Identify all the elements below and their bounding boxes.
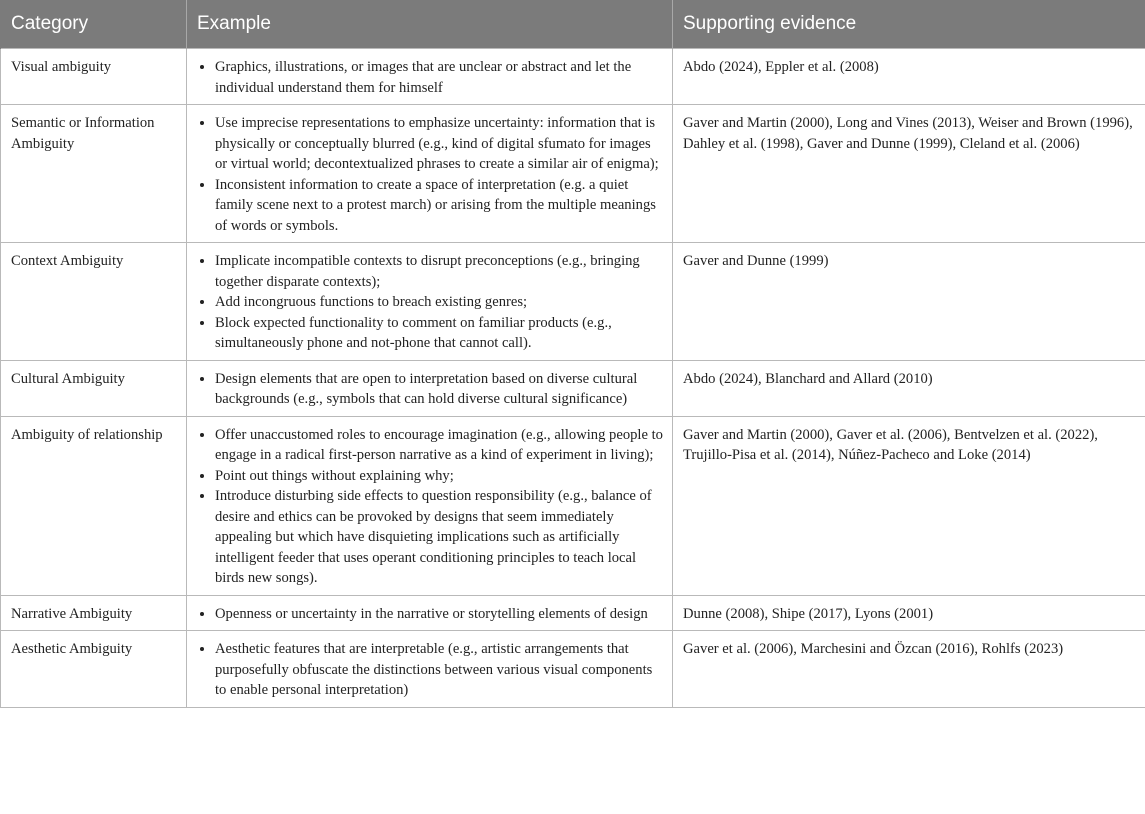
evidence-cell: Gaver and Martin (2000), Long and Vines (2013), Weiser and Brown (1996), Dahley et al. (1998), Gaver and Dunne (1999), Cleland et al. (2006) — [673, 105, 1145, 243]
header-row — [1, 0, 1145, 49]
example-item: • Aesthetic features that are interpretable (e.g., artistic arrangements that purposefully obfuscate the distinctions between various visual components to enable personal interpretation) — [215, 639, 663, 701]
header-supporting-evidence: Supporting evidence — [673, 0, 1145, 49]
category-cell: Narrative Ambiguity — [1, 595, 187, 631]
category-cell: Ambiguity of relationship — [1, 416, 187, 595]
evidence-cell: Dunne (2008), Shipe (2017), Lyons (2001) — [673, 595, 1145, 631]
table-row — [1, 595, 1145, 631]
category-cell: Aesthetic Ambiguity — [1, 631, 187, 708]
example-item: • Graphics, illustrations, or images that are unclear or abstract and let the individual understand them for himself — [215, 57, 663, 98]
table-row — [1, 105, 1145, 243]
header-example: Example — [187, 0, 673, 49]
example-cell — [187, 243, 673, 361]
header-category: Category — [1, 0, 187, 49]
category-cell: Semantic or Information Ambiguity — [1, 105, 187, 243]
example-cell — [187, 360, 673, 416]
table-row — [1, 416, 1145, 595]
example-item: • Inconsistent information to create a space of interpretation (e.g. a quiet family scene next to a protest march) or arising from the multiple meanings of words or symbols. — [215, 175, 663, 237]
example-item: • Introduce disturbing side effects to question responsibility (e.g., balance of desire and ethics can be provoked by designs that seem immediately appealing but which have disquieting implications such as artificially intelligent feeder that uses operant conditioning principles to teach local birds new songs). — [215, 486, 663, 589]
example-cell — [187, 105, 673, 243]
table-header — [1, 0, 1145, 49]
example-item: • Offer unaccustomed roles to encourage imagination (e.g., allowing people to engage in a radical first-person narrative as a kind of experiment in living); — [215, 425, 663, 466]
table-row — [1, 360, 1145, 416]
evidence-cell: Gaver and Dunne (1999) — [673, 243, 1145, 361]
example-item: • Openness or uncertainty in the narrative or storytelling elements of design — [215, 604, 663, 625]
category-cell: Context Ambiguity — [1, 243, 187, 361]
example-item: • Implicate incompatible contexts to disrupt preconceptions (e.g., bringing together disparate contexts); — [215, 251, 663, 292]
example-item: • Add incongruous functions to breach existing genres; — [215, 292, 663, 313]
example-cell — [187, 49, 673, 105]
evidence-cell: Gaver and Martin (2000), Gaver et al. (2006), Bentvelzen et al. (2022), Trujillo-Pisa et al. (2014), Núñez-Pacheco and Loke (2014) — [673, 416, 1145, 595]
evidence-cell: Gaver et al. (2006), Marchesini and Özcan (2016), Rohlfs (2023) — [673, 631, 1145, 708]
table-body — [1, 49, 1145, 708]
example-item: • Point out things without explaining why; — [215, 466, 663, 487]
category-cell: Visual ambiguity — [1, 49, 187, 105]
table-row — [1, 631, 1145, 708]
evidence-cell: Abdo (2024), Blanchard and Allard (2010) — [673, 360, 1145, 416]
example-item: • Block expected functionality to comment on familiar products (e.g., simultaneously phone and not-phone that cannot call). — [215, 313, 663, 354]
table-row — [1, 243, 1145, 361]
example-item: • Use imprecise representations to emphasize uncertainty: information that is physically or conceptually blurred (e.g., kind of digital sfumato for images or virtual world; decontextualized phrases to create a similar air of enigma); — [215, 113, 663, 175]
example-cell — [187, 631, 673, 708]
table-row — [1, 49, 1145, 105]
example-cell — [187, 416, 673, 595]
example-item: • Design elements that are open to interpretation based on diverse cultural backgrounds (e.g., symbols that can hold diverse cultural significance) — [215, 369, 663, 410]
evidence-cell: Abdo (2024), Eppler et al. (2008) — [673, 49, 1145, 105]
category-cell: Cultural Ambiguity — [1, 360, 187, 416]
example-cell — [187, 595, 673, 631]
